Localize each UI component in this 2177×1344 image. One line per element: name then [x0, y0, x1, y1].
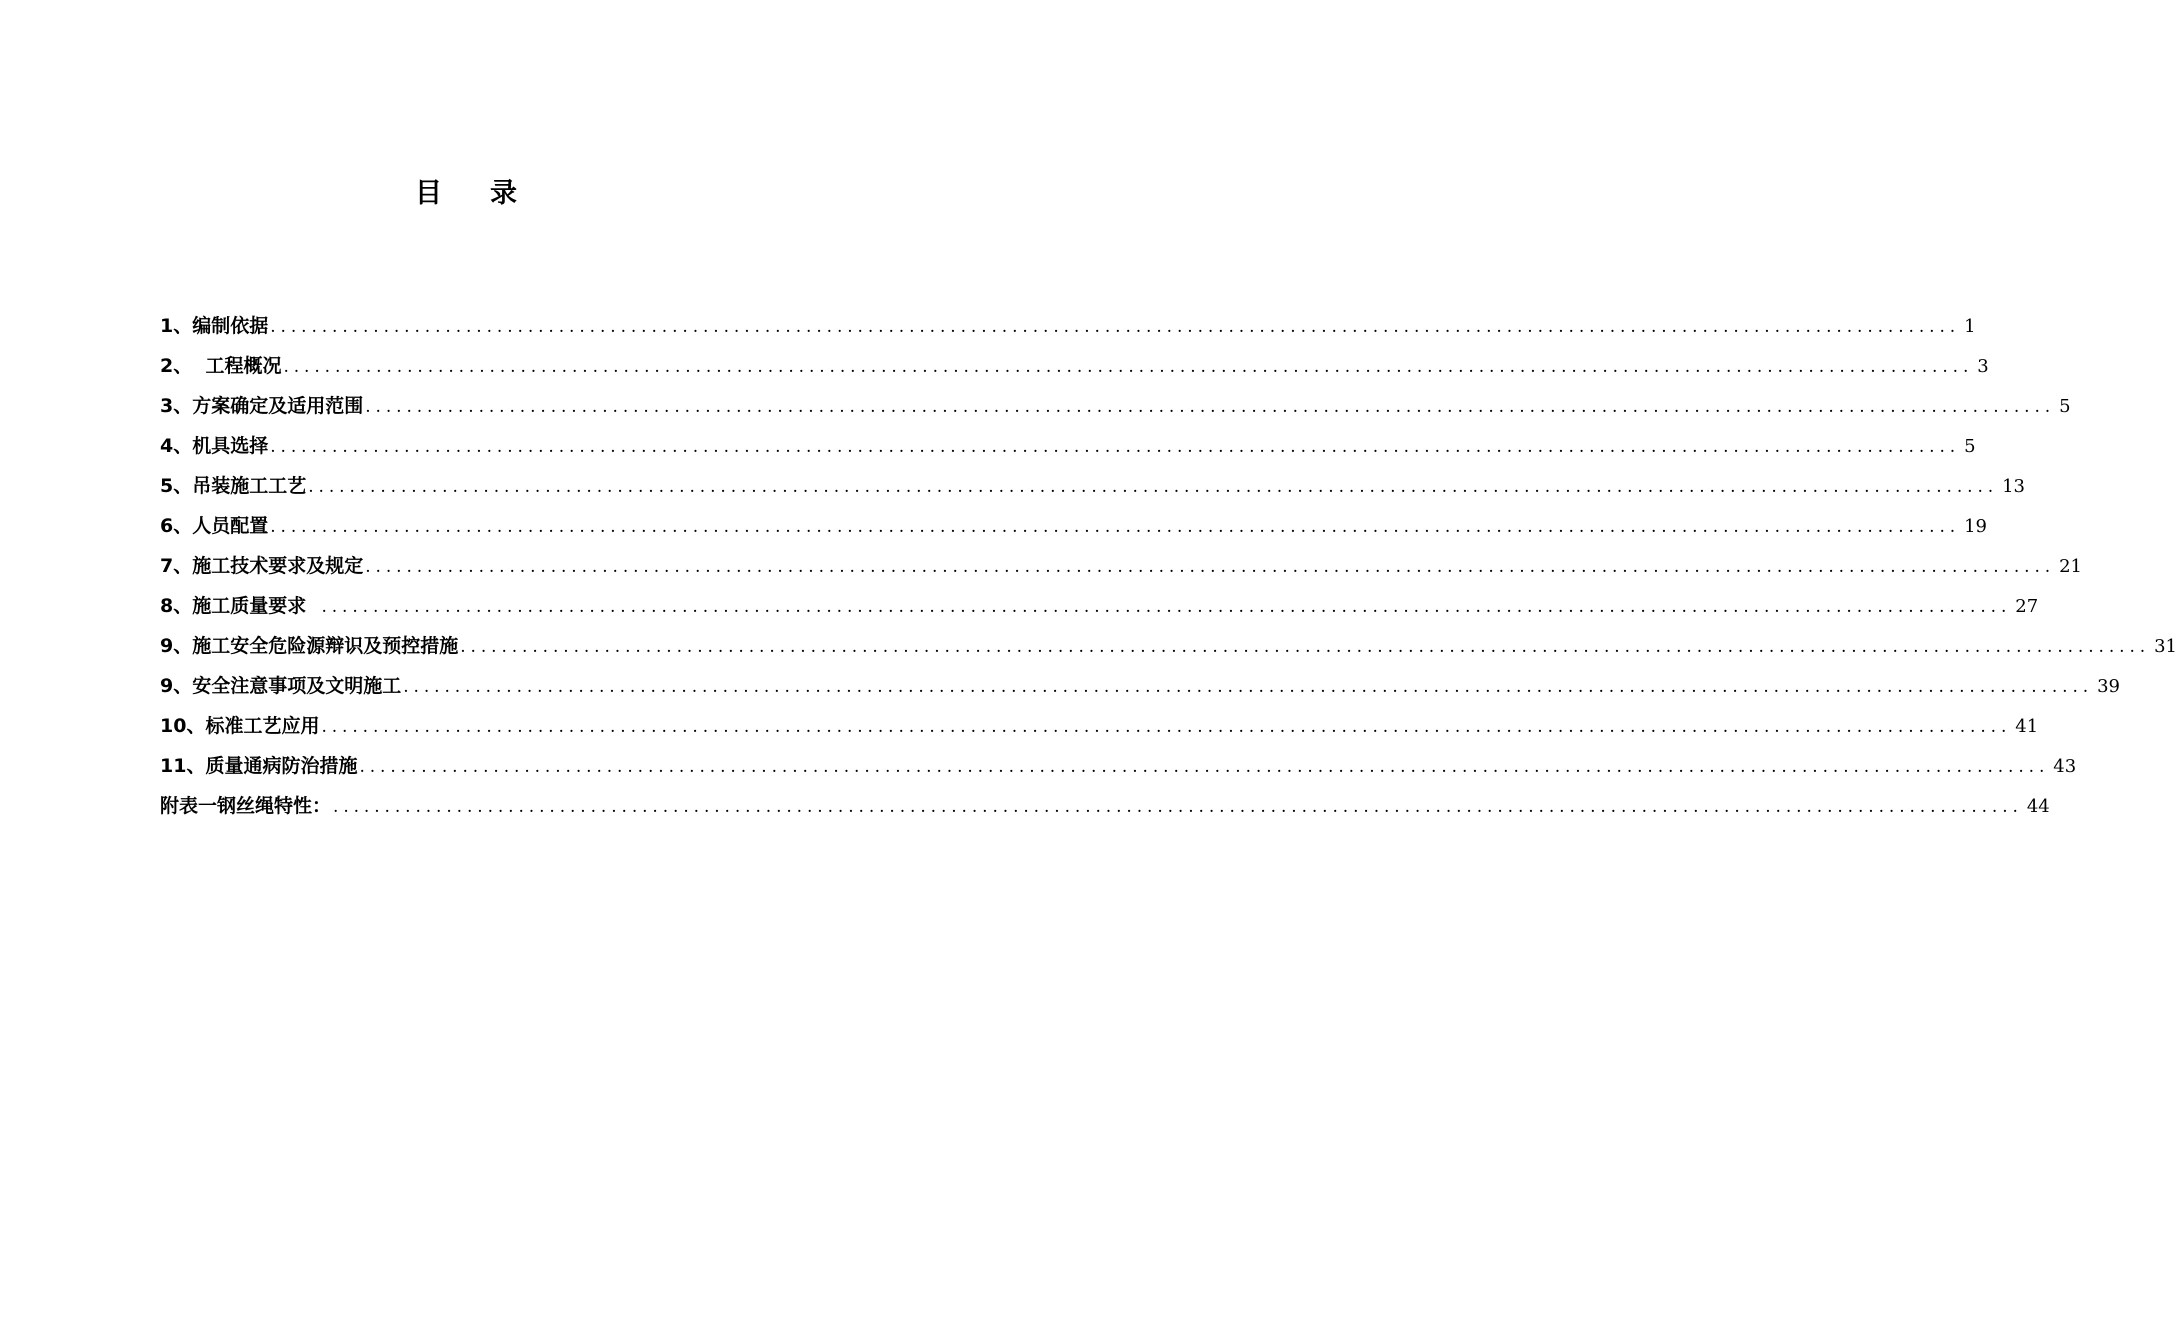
toc-page-number: 27	[2015, 596, 2039, 617]
toc-page-number: 44	[2026, 796, 2050, 817]
toc-entry[interactable]	[160, 666, 2120, 706]
toc-dot-leader: ....................................................................................................................................................................	[270, 517, 1961, 537]
toc-entry-label: 6、人员配置	[160, 515, 269, 537]
toc-entry-label: 9、施工安全危险源辩识及预控措施	[160, 635, 459, 657]
toc-entry-label: 2、 工程概况	[160, 355, 282, 377]
toc-page-number: 5	[1964, 436, 1976, 457]
toc-entry-label: 8、施工质量要求	[160, 595, 320, 617]
toc-page-number: 21	[2059, 556, 2082, 577]
toc-title: 目录	[415, 178, 565, 209]
toc-entry[interactable]	[160, 546, 2082, 586]
toc-entry-label: 11、质量通病防治措施	[160, 755, 358, 777]
toc-dot-leader: ....................................................................................................................................................................	[333, 797, 2023, 817]
toc-entry-label: 9、安全注意事项及文明施工	[160, 675, 402, 697]
toc-entry-label: 5、吊装施工工艺	[160, 475, 307, 497]
toc-dot-leader: ....................................................................................................................................................................	[321, 597, 2012, 617]
toc-dot-leader: ....................................................................................................................................................................	[403, 677, 2094, 697]
toc-dot-leader: ....................................................................................................................................................................	[283, 357, 1974, 377]
toc-entry-label: 4、机具选择	[160, 435, 269, 457]
toc-page-number: 39	[2097, 676, 2120, 697]
table-of-contents	[160, 306, 2177, 826]
toc-dot-leader: ....................................................................................................................................................................	[308, 477, 1999, 497]
toc-dot-leader: ....................................................................................................................................................................	[365, 557, 2056, 577]
toc-entry-label: 7、施工技术要求及规定	[160, 555, 364, 577]
toc-entry[interactable]	[160, 346, 1989, 386]
toc-entry-label: 1、编制依据	[160, 315, 269, 337]
toc-entry[interactable]	[160, 426, 1976, 466]
toc-page-number: 3	[1977, 356, 1989, 377]
toc-page-number: 31	[2154, 636, 2177, 657]
toc-dot-leader: ....................................................................................................................................................................	[270, 437, 1961, 457]
toc-entry[interactable]	[160, 746, 2077, 786]
toc-page-number: 13	[2002, 476, 2025, 497]
toc-page-number: 1	[1964, 316, 1976, 337]
toc-entry[interactable]	[160, 626, 2177, 666]
toc-page-number: 19	[1964, 516, 1987, 537]
toc-entry-label: 附表一钢丝绳特性：	[160, 795, 332, 817]
toc-dot-leader: ....................................................................................................................................................................	[460, 637, 2151, 657]
toc-entry[interactable]	[160, 466, 2025, 506]
toc-entry[interactable]	[160, 306, 1976, 346]
toc-page-number: 43	[2053, 756, 2077, 777]
toc-dot-leader: ....................................................................................................................................................................	[270, 317, 1961, 337]
toc-page-number: 41	[2015, 716, 2039, 737]
toc-entry[interactable]	[160, 386, 2071, 426]
toc-entry-label: 3、方案确定及适用范围	[160, 395, 364, 417]
toc-dot-leader: ....................................................................................................................................................................	[365, 397, 2056, 417]
toc-entry[interactable]	[160, 706, 2039, 746]
toc-entry[interactable]	[160, 786, 2050, 826]
toc-page-number: 5	[2059, 396, 2071, 417]
toc-entry[interactable]	[160, 586, 2039, 626]
toc-dot-leader: ....................................................................................................................................................................	[359, 757, 2050, 777]
toc-entry-label: 10、标准工艺应用	[160, 715, 320, 737]
toc-entry[interactable]	[160, 506, 1987, 546]
toc-dot-leader: ....................................................................................................................................................................	[321, 717, 2012, 737]
